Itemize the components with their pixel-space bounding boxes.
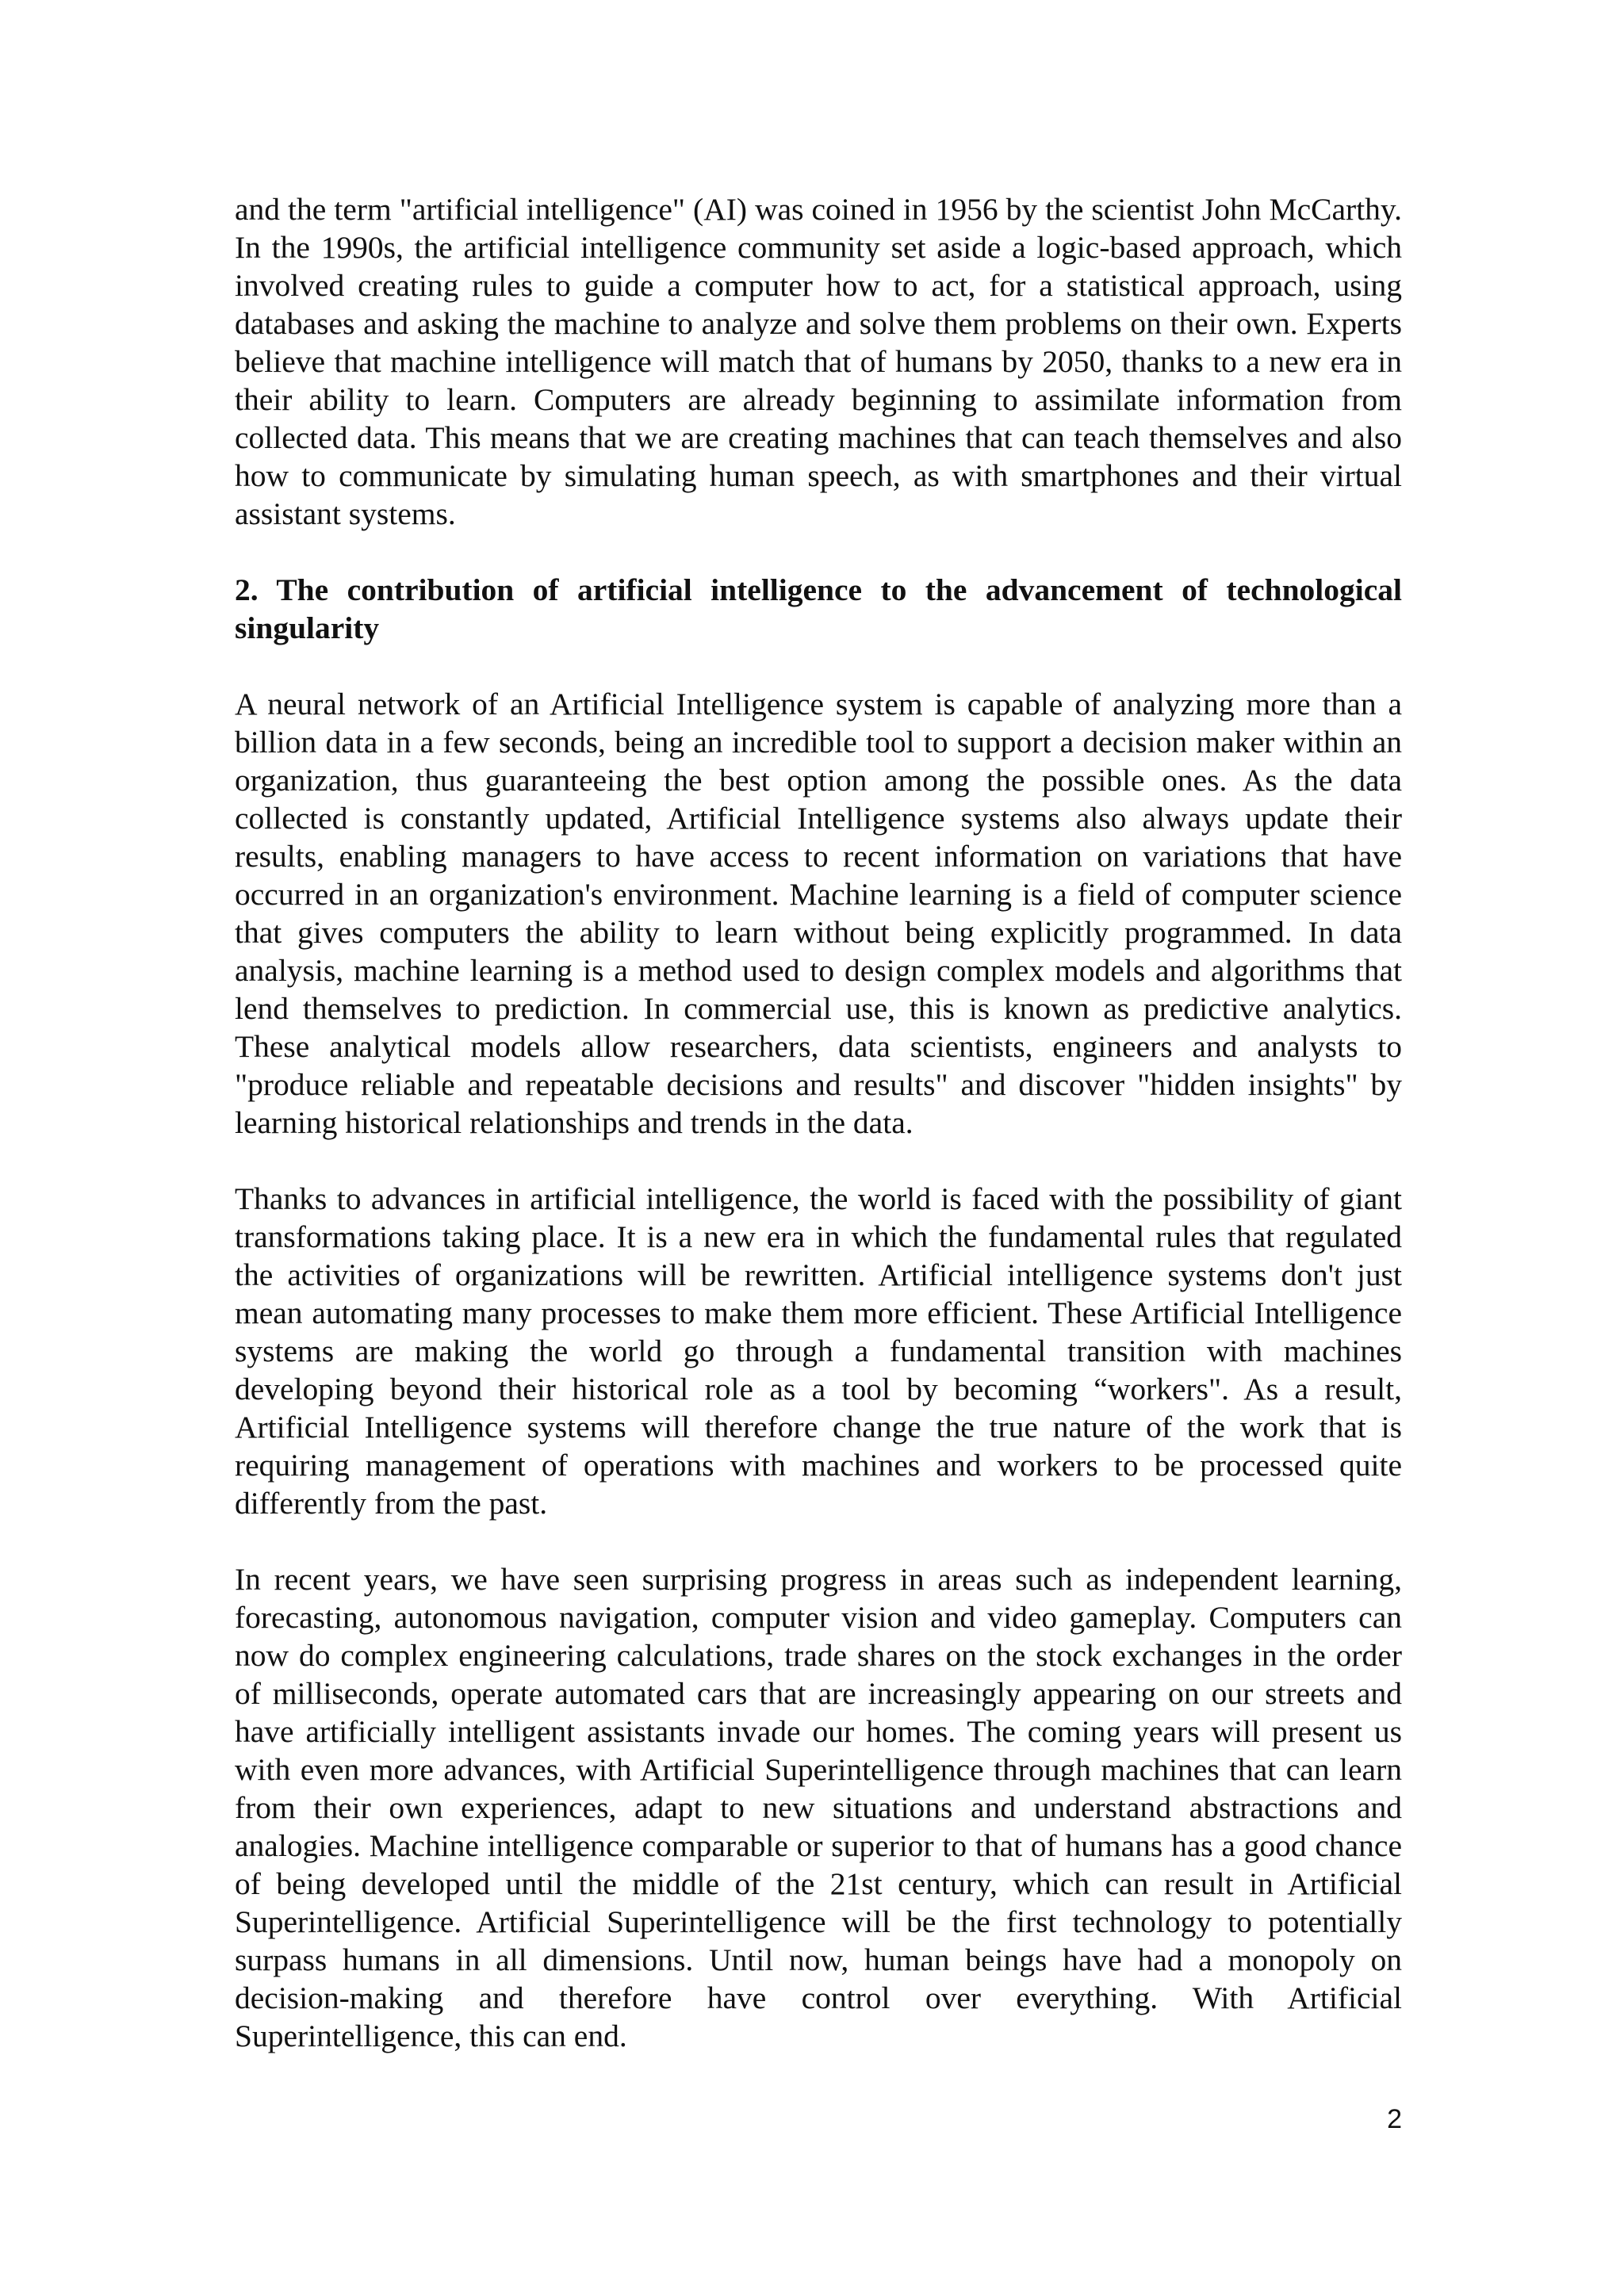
paragraph-recent-progress: In recent years, we have seen surprising progress in areas such as independent learning, forecasting, autonomous navigation, computer vision and video gameplay. Computers can now do complex engineering calculations, trade shares on the stock exchanges in the order of milliseconds, operate automated cars that are increasingly appearing on our streets and have artificially intelligent assistants invade our homes. The coming years will present us with even more advances, with Artificial Superintelligence through machines that can learn from their own experiences, adapt to new situations and understand abstractions and analogies. Machine intelligence comparable or superior to that of humans has a good chance of being developed until the middle of the 21st century, which can result in Artificial Superintelligence. Artificial Superintelligence will be the first technology to potentially surpass humans in all dimensions. Until now, human beings have had a monopoly on decision-making and therefore have control over everything. With Artificial Superintelligence, this can end. (235, 1562, 1402, 2053)
section-heading: 2. The contribution of artificial intelligence to the advancement of technological singularity (235, 572, 1402, 645)
page-number: 2 (1387, 2104, 1402, 2134)
paragraph-intro-continuation: and the term "artificial intelligence" (AI) was coined in 1956 by the scientist John McCarthy. In the 1990s, the artificial intelligence community set aside a logic-based approach, which involved creating rules to guide a computer how to act, for a statistical approach, using databases and asking the machine to analyze and solve them problems on their own. Experts believe that machine intelligence will match that of humans by 2050, thanks to a new era in their ability to learn. Computers are already beginning to assimilate information from collected data. This means that we are creating machines that can teach themselves and also how to communicate by simulating human speech, as with smartphones and their virtual assistant systems. (235, 192, 1402, 531)
paragraph-giant-transformations: Thanks to advances in artificial intelligence, the world is faced with the possibility of giant transformations taking place. It is a new era in which the fundamental rules that regulated the activities of organizations will be rewritten. Artificial intelligence systems don't just mean automating many processes to make them more efficient. These Artificial Intelligence systems are making the world go through a fundamental transition with machines developing beyond their historical role as a tool by becoming “workers". As a result, Artificial Intelligence systems will therefore change the true nature of the work that is requiring management of operations with machines and workers to be processed quite differently from the past. (235, 1181, 1402, 1521)
page-body (235, 190, 1402, 2055)
paragraph-neural-network: A neural network of an Artificial Intelligence system is capable of analyzing more than a billion data in a few seconds, being an incredible tool to support a decision maker within an organization, thus guaranteeing the best option among the possible ones. As the data collected is constantly updated, Artificial Intelligence systems also always update their results, enabling managers to have access to recent information on variations that have occurred in an organization's environment. Machine learning is a field of computer science that gives computers the ability to learn without being explicitly programmed. In data analysis, machine learning is a method used to design complex models and algorithms that lend themselves to prediction. In commercial use, this is known as predictive analytics. These analytical models allow researchers, data scientists, engineers and analysts to "produce reliable and repeatable decisions and results" and discover "hidden insights" by learning historical relationships and trends in the data. (235, 687, 1402, 1140)
